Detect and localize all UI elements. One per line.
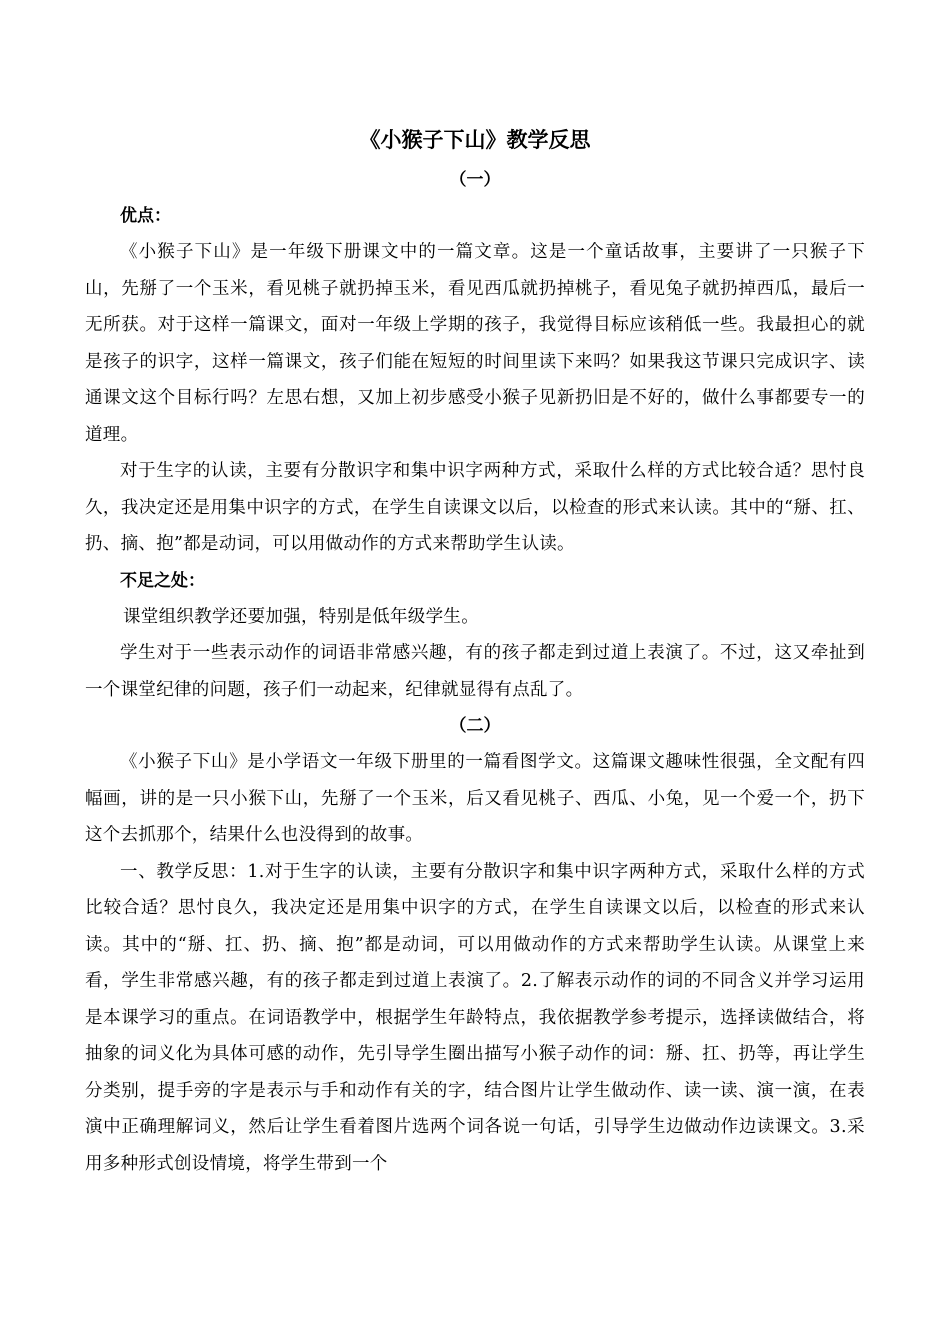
document-title: 《小猴子下山》教学反思 xyxy=(359,127,591,152)
paragraph: 学生对于一些表示动作的词语非常感兴趣，有的孩子都走到过道上表演了。不过，这又牵扯到一个课堂纪律的问题，孩子们一动起来，纪律就显得有点乱了。 xyxy=(85,643,865,700)
section-one-label: （一） xyxy=(449,170,501,190)
paragraph: 一、教学反思：1.对于生字的认读，主要有分散识字和集中识字两种方式，采取什么样的方式比较合适？思忖良久，我决定还是用集中识字的方式，在学生自读课文以后，以检查的形式来认读。其中的“掰、扛、扔、摘、抱”都是动词，可以用做动作的方式来帮助学生认读。从课堂上来看，学生非常感兴趣，有的孩子都走到过道上表演了。2.了解表示动作的词的不同含义并学习运用是本课学习的重点。在词语教学中，根据学生年龄特点，我依据教学参考提示，选择读做结合，将抽象的词义化为具体可感的动作，先引导学生圈出描写小猴子动作的词：掰、扛、扔等，再让学生分类别，提手旁的字是表示与手和动作有关的字，结合图片让学生做动作、读一读、演一演，在表演中正确理解词义，然后让学生看着图片选两个词各说一句话，引导学生边做动作边读课文。3.采用多种形式创设情境，将学生带到一个 xyxy=(85,861,865,1174)
strengths-heading: 优点： xyxy=(120,206,171,226)
section-two-label: （二） xyxy=(449,716,501,736)
paragraph: 课堂组织教学还要加强，特别是低年级学生。 xyxy=(123,606,479,627)
paragraph: 对于生字的认读，主要有分散识字和集中识字两种方式，采取什么样的方式比较合适？思忖良久，我决定还是用集中识字的方式，在学生自读课文以后，以检查的形式来认读。其中的“掰、扛、扔、摘、抱”都是动词，可以用做动作的方式来帮助学生认读。 xyxy=(85,461,865,554)
weakness-heading: 不足之处： xyxy=(120,570,205,591)
paragraph: 《小猴子下山》是小学语文一年级下册里的一篇看图学文。这篇课文趣味性很强，全文配有四幅画，讲的是一只小猴下山，先掰了一个玉米，后又看见桃子、西瓜、小兔，见一个爱一个，扔下这个去抓那个，结果什么也没得到的故事。 xyxy=(85,752,865,845)
paragraph: 《小猴子下山》是一年级下册课文中的一篇文章。这是一个童话故事，主要讲了一只猴子下山，先掰了一个玉米，看见桃子就扔掉玉米，看见西瓜就扔掉桃子，看见兔子就扔掉西瓜，最后一无所获。对于这样一篇课文，面对一年级上学期的孩子，我觉得目标应该稍低一些。我最担心的就是孩子的识字，这样一篇课文，孩子们能在短短的时间里读下来吗？如果我这节课只完成识字、读通课文这个目标行吗？左思右想，又加上初步感受小猴子见新扔旧是不好的，做什么事都要专一的道理。 xyxy=(85,242,865,445)
document-page xyxy=(85,118,865,1182)
